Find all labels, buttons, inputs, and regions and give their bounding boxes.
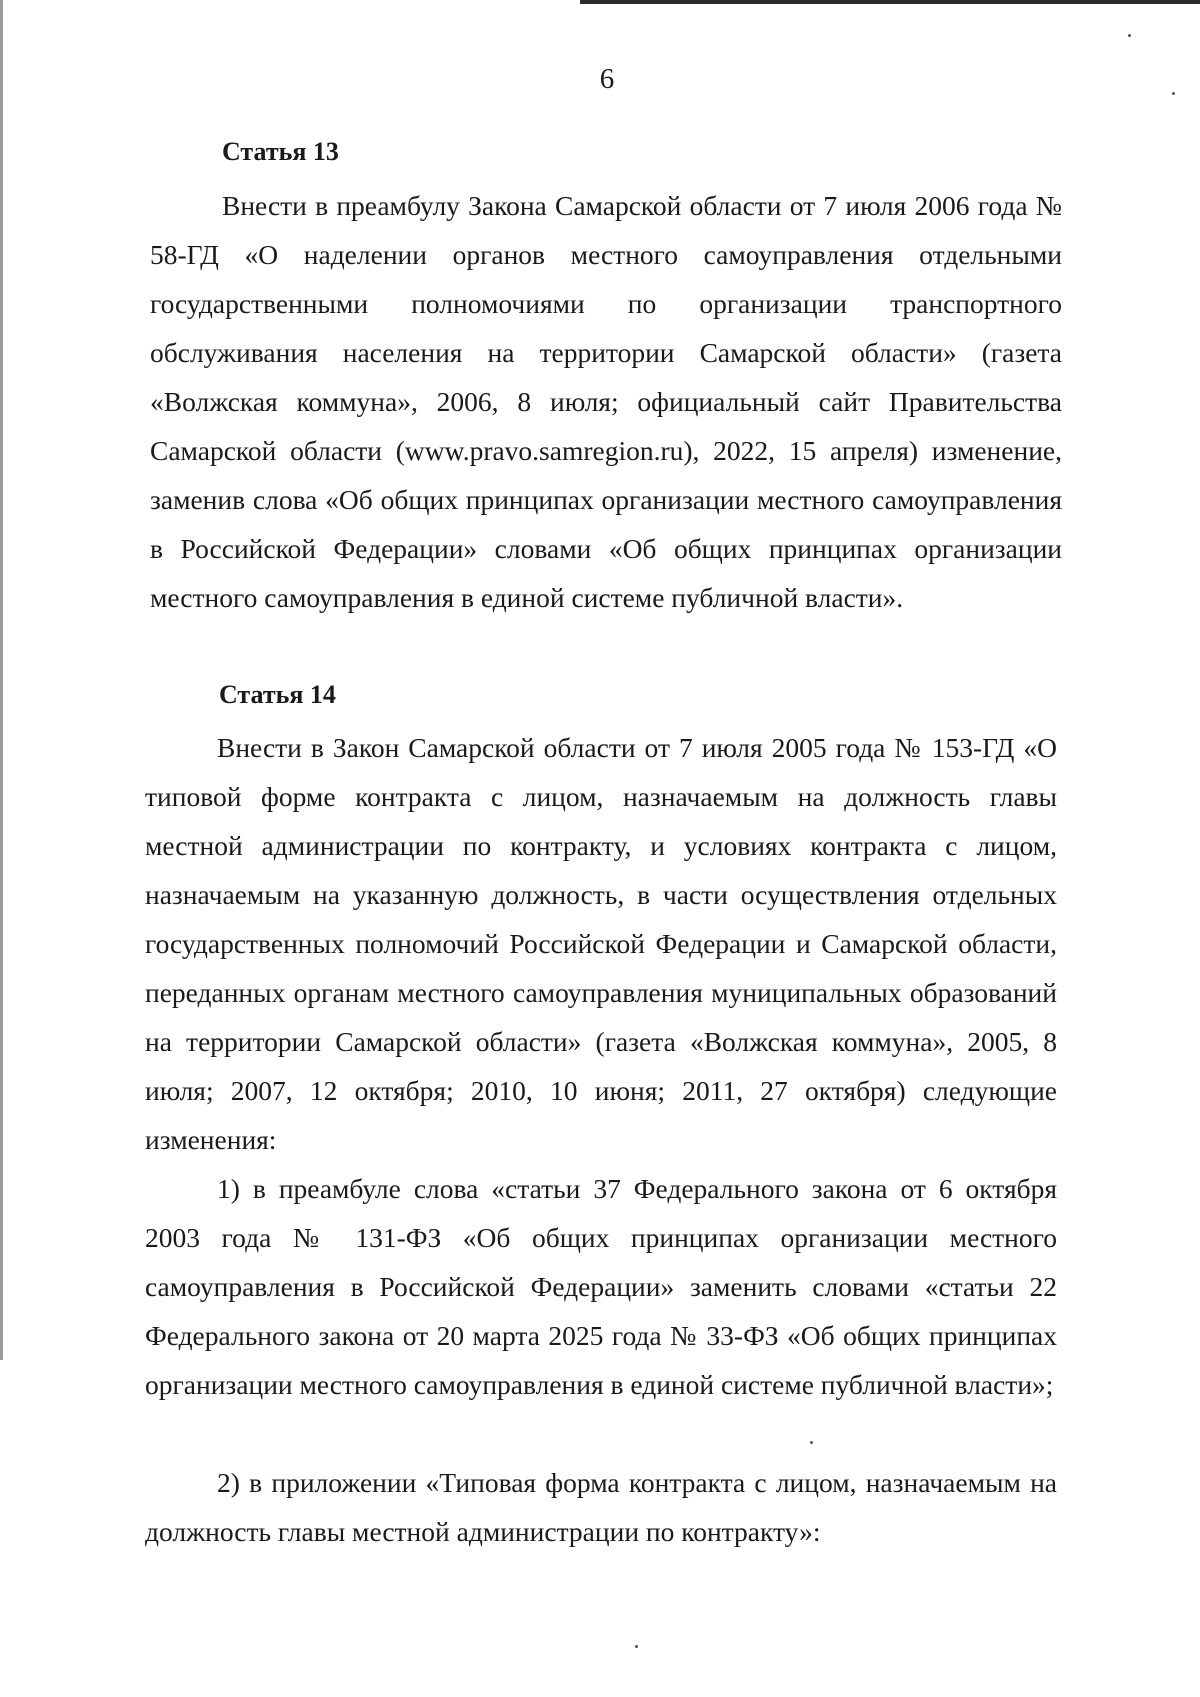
- article-13-heading: Статья 13: [222, 137, 339, 166]
- article-14-item-2: 2) в приложении «Типовая форма контракта с лицом, назначаемым на должность главы местной администрации по контракту»:: [145, 1467, 1057, 1547]
- scan-edge-left: [0, 0, 3, 1360]
- article-14-item-1: 1) в преамбуле слова «статьи 37 Федерального закона от 6 октября 2003 года № 131-ФЗ «Об общих принципах организации местного самоуправления в Российской Федерации» заменить словами «статьи 22 Федерального закона от 20 марта 2025 года № 33-ФЗ «Об общих принципах организации местного самоуправления в единой системе публичной власти»;: [145, 1173, 1057, 1400]
- article-14-heading: Статья 14: [219, 680, 336, 709]
- scan-speck: [1128, 34, 1131, 37]
- scan-speck: [635, 1645, 638, 1648]
- scan-edge-top: [580, 0, 1200, 4]
- scan-speck: [810, 1441, 813, 1444]
- article-13-paragraph: Внести в преамбулу Закона Самарской области от 7 июля 2006 года № 58-ГД «О наделении органов местного самоуправления отдельными государственными полномочиями по организации транспортного обслуживания населения на территории Самарской области» (газета «Волжская коммуна», 2006, 8 июля; официальный сайт Правительства Самарской области (www.pravo.samregion.ru), 2022, 15 апреля) изменение, заменив слова «Об общих принципах организации местного самоуправления в Российской Федерации» словами «Об общих принципах организации местного самоуправления в единой системе публичной власти».: [150, 190, 1062, 613]
- page-number: 6: [599, 63, 615, 95]
- article-14-intro: Внести в Закон Самарской области от 7 июля 2005 года № 153-ГД «О типовой форме контракта с лицом, назначаемым на должность главы местной администрации по контракту, и условиях контракта с лицом, назначаемым на указанную должность, в части осуществления отдельных государственных полномочий Российской Федерации и Самарской области, переданных органам местного самоуправления муниципальных образований на территории Самарской области» (газета «Волжская коммуна», 2005, 8 июля; 2007, 12 октября; 2010, 10 июня; 2011, 27 октября) следующие изменения:: [145, 732, 1057, 1155]
